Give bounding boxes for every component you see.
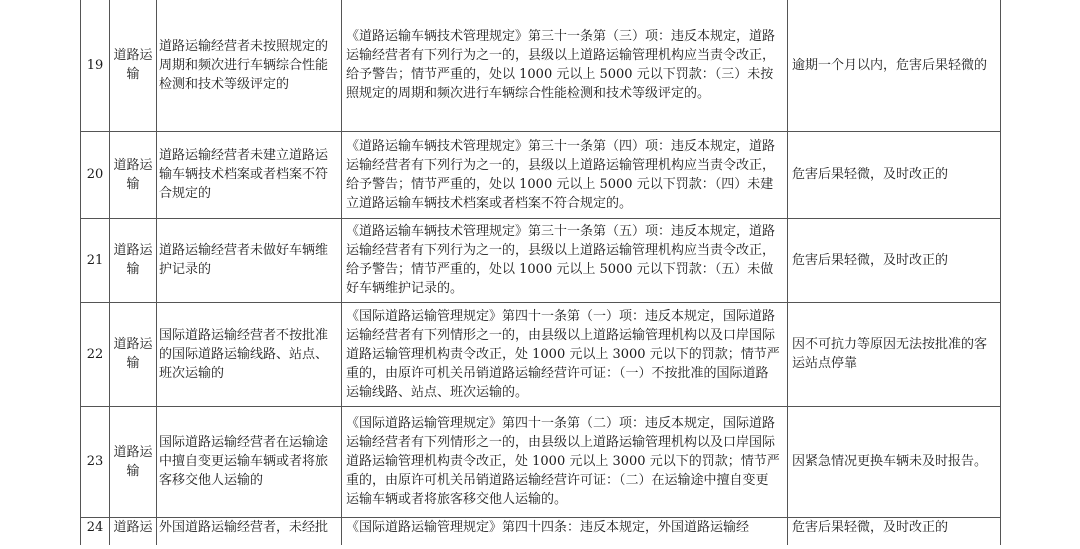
violation-cell: 国际道路运输经营者不按批准的国际道路运输线路、站点、班次运输的 (157, 302, 342, 406)
category-cell: 道路运 (110, 517, 157, 545)
situation-cell: 因不可抗力等原因无法按批准的客运站点停靠 (788, 302, 1001, 406)
violation-cell: 国际道路运输经营者在运输途中擅自变更运输车辆或者将旅客移交他人运输的 (157, 406, 342, 517)
legal-basis-cell: 《国际道路运输管理规定》第四十一条第（一）项：违反本规定，国际道路运输经营者有下列情形之一的，由县级以上道路运输管理机构以及口岸国际道路运输管理机构责令改正，处 1000 元以上 3000 元以下的罚款；情节严重的，由原许可机关吊销道路运输经营许可证：（一）不按批准的国际道路运输线路、站点、班次运输的。 (342, 302, 788, 406)
row-number: 19 (81, 0, 110, 131)
table-row (81, 218, 1001, 302)
category-cell: 道路运输 (110, 0, 157, 131)
situation-cell: 危害后果轻微，及时改正的 (788, 517, 1001, 545)
violation-cell: 道路运输经营者未做好车辆维护记录的 (157, 218, 342, 302)
legal-basis-cell: 《国际道路运输管理规定》第四十一条第（二）项：违反本规定，国际道路运输经营者有下列情形之一的，由县级以上道路运输管理机构以及口岸国际道路运输管理机构责令改正，处 1000 元以上 3000 元以下的罚款；情节严重的，由原许可机关吊销道路运输经营许可证：（二）在运输途中擅自变更运输车辆或者将旅客移交他人运输的。 (342, 406, 788, 517)
penalty-table (80, 0, 1001, 545)
row-number: 21 (81, 218, 110, 302)
row-number: 23 (81, 406, 110, 517)
legal-basis-cell: 《道路运输车辆技术管理规定》第三十一条第（五）项：违反本规定，道路运输经营者有下列行为之一的，县级以上道路运输管理机构应当责令改正，给予警告；情节严重的，处以 1000 元以上 5000 元以下罚款：（五）未做好车辆维护记录的。 (342, 218, 788, 302)
row-number: 20 (81, 131, 110, 218)
violation-cell: 道路运输经营者未建立道路运输车辆技术档案或者档案不符合规定的 (157, 131, 342, 218)
table-row (81, 406, 1001, 517)
table-row (81, 517, 1001, 545)
violation-cell: 道路运输经营者未按照规定的周期和频次进行车辆综合性能检测和技术等级评定的 (157, 0, 342, 131)
table-row (81, 302, 1001, 406)
situation-cell: 危害后果轻微，及时改正的 (788, 218, 1001, 302)
category-cell: 道路运输 (110, 218, 157, 302)
table-row (81, 131, 1001, 218)
category-cell: 道路运输 (110, 302, 157, 406)
violation-cell: 外国道路运输经营者，未经批 (157, 517, 342, 545)
table-row (81, 0, 1001, 131)
row-number: 22 (81, 302, 110, 406)
legal-basis-cell: 《道路运输车辆技术管理规定》第三十一条第（三）项：违反本规定，道路运输经营者有下列行为之一的，县级以上道路运输管理机构应当责令改正，给予警告；情节严重的，处以 1000 元以上 5000 元以下罚款：（三）未按照规定的周期和频次进行车辆综合性能检测和技术等级评定的。 (342, 0, 788, 131)
category-cell: 道路运输 (110, 406, 157, 517)
row-number: 24 (81, 517, 110, 545)
category-cell: 道路运输 (110, 131, 157, 218)
legal-basis-cell: 《道路运输车辆技术管理规定》第三十一条第（四）项：违反本规定，道路运输经营者有下列行为之一的，县级以上道路运输管理机构应当责令改正，给予警告；情节严重的，处以 1000 元以上 5000 元以下罚款：（四）未建立道路运输车辆技术档案或者档案不符合规定的。 (342, 131, 788, 218)
situation-cell: 危害后果轻微，及时改正的 (788, 131, 1001, 218)
situation-cell: 逾期一个月以内，危害后果轻微的 (788, 0, 1001, 131)
situation-cell: 因紧急情况更换车辆未及时报告。 (788, 406, 1001, 517)
legal-basis-cell: 《国际道路运输管理规定》第四十四条：违反本规定，外国道路运输经 (342, 517, 788, 545)
